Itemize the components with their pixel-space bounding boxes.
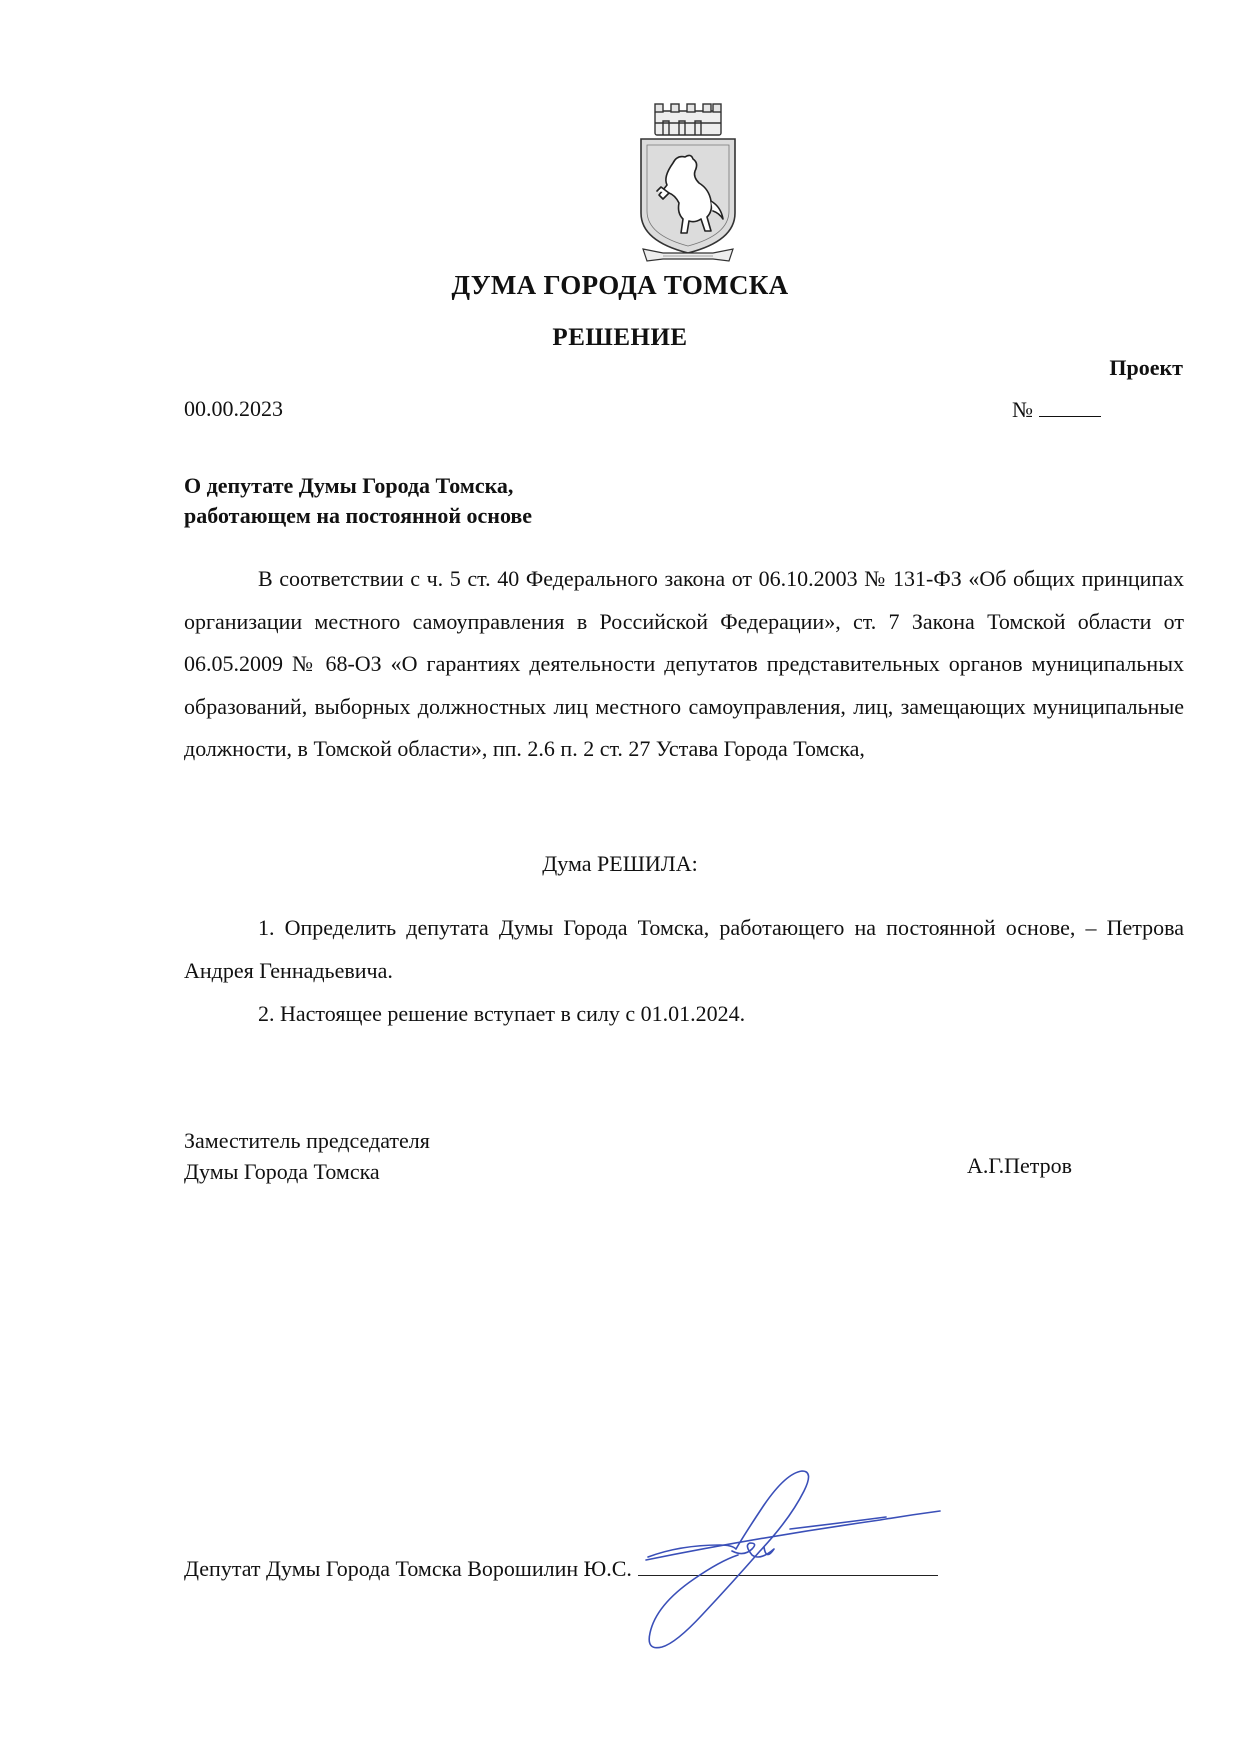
- draft-mark: Проект: [1109, 355, 1183, 380]
- decision-heading: Дума РЕШИЛА:: [542, 851, 698, 876]
- document-number: [1012, 396, 1101, 423]
- number-blank-line: [1039, 396, 1101, 417]
- organization-title: ДУМА ГОРОДА ТОМСКА: [451, 270, 789, 300]
- tomsk-coat-of-arms-icon: [633, 103, 743, 273]
- signatory-position-line-1: Заместитель председателя: [184, 1128, 430, 1153]
- document-type-heading: РЕШЕНИЕ: [552, 324, 688, 351]
- deputy-label: Депутат Думы Города Томска Ворошилин Ю.С.: [184, 1556, 632, 1581]
- subject-line-1: О депутате Думы Города Томска,: [184, 473, 514, 498]
- decision-item-1: 1. Определить депутата Думы Города Томска, работающего на постоянной основе, – Петрова Андрея Геннадьевича.: [184, 915, 1184, 983]
- subject-line-2: работающем на постоянной основе: [184, 503, 533, 528]
- preamble-paragraph: В соответствии с ч. 5 ст. 40 Федерального закона от 06.10.2003 № 131-ФЗ «Об общих принципах организации местного самоуправления в Российской Федерации», ст. 7 Закона Томской области от 06.05.2009 № 68-ОЗ «О гарантиях деятельности депутатов представительных органов муниципальных образований, выборных должностных лиц местного самоуправления, лиц, замещающих муниципальные должности, в Томской области», пп. 2.6 п. 2 ст. 27 Устава Города Томска,: [184, 566, 1184, 761]
- handwritten-signature-icon: [640, 1465, 985, 1655]
- number-label: №: [1012, 397, 1033, 422]
- decision-item-2: 2. Настоящее решение вступает в силу с 01.01.2024.: [258, 1001, 746, 1026]
- document-date: 00.00.2023: [184, 396, 283, 421]
- document-subject: [184, 471, 532, 531]
- signatory-position-line-2: Думы Города Томска: [184, 1159, 380, 1184]
- signatory-name: А.Г.Петров: [967, 1153, 1073, 1178]
- signatory-position: [184, 1125, 430, 1187]
